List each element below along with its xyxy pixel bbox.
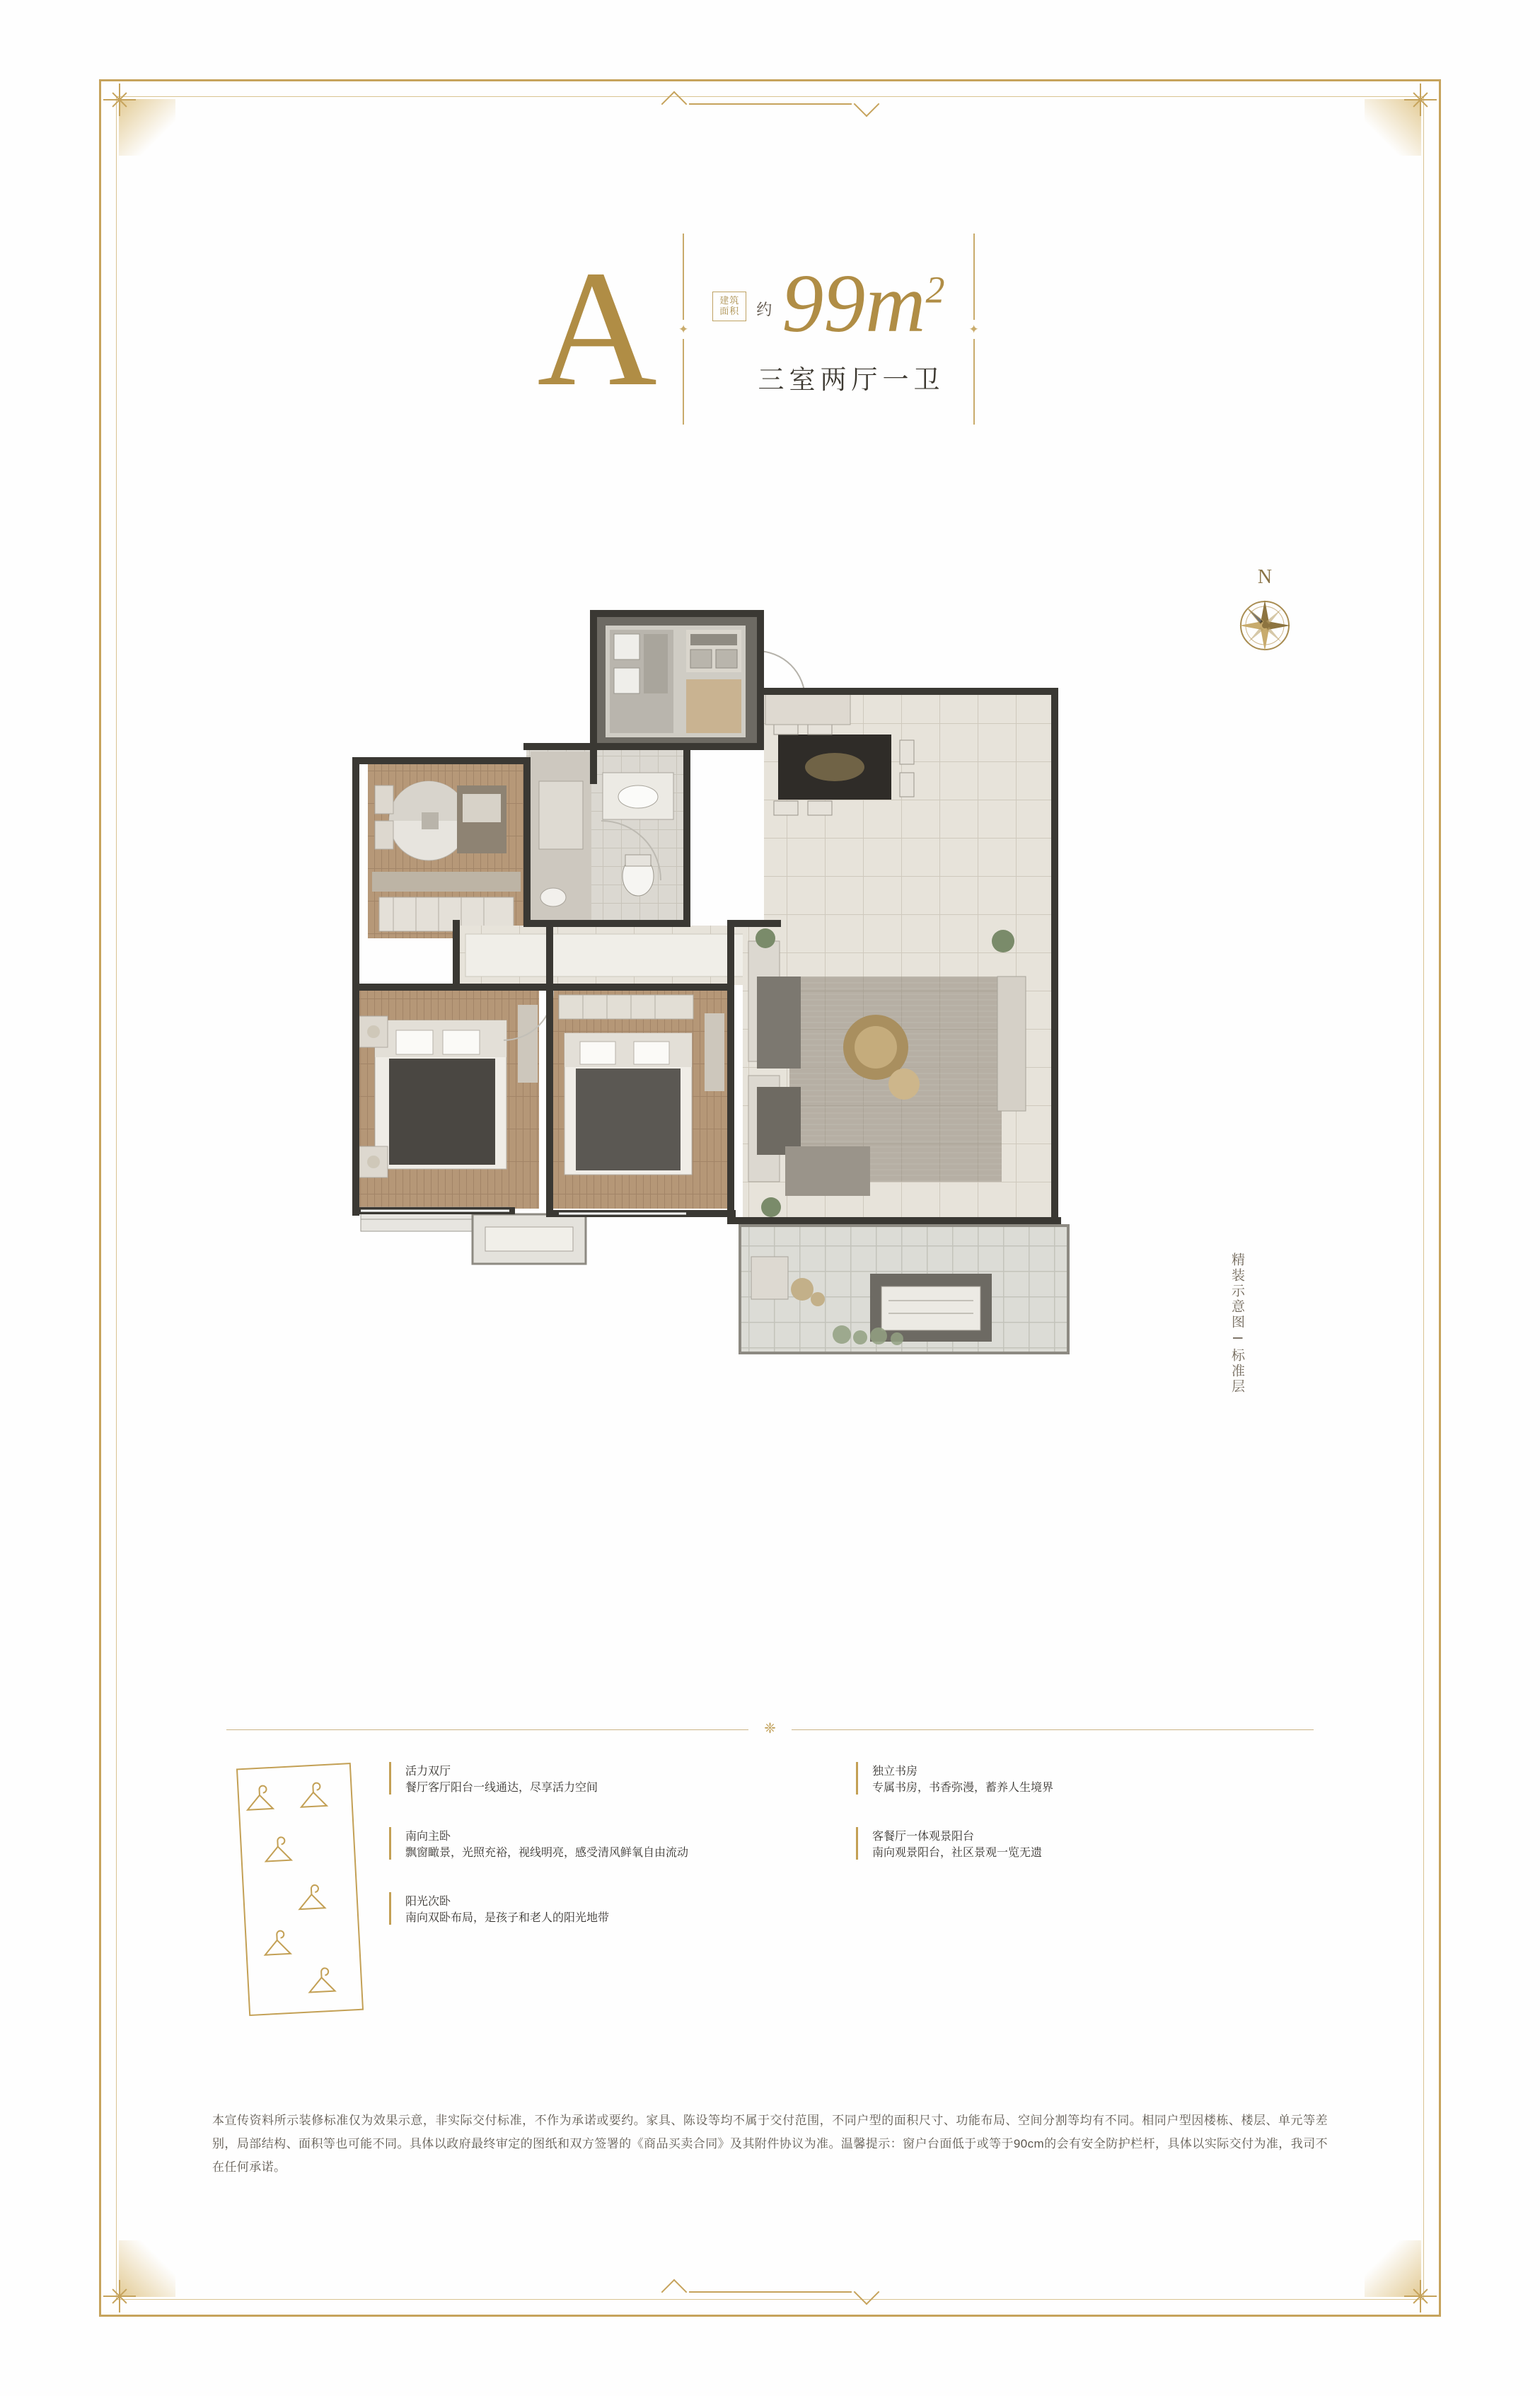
feature-desc: 南向双卧布局，是孩子和老人的阳光地带	[405, 1912, 610, 1924]
feature-item	[856, 1827, 1323, 1860]
feature-desc: 餐厅客厅阳台一线通达，尽享活力空间	[405, 1782, 598, 1794]
layout-description: 三室两厅一卫	[758, 365, 945, 394]
area-badge-line1: 建筑	[719, 295, 740, 306]
header-divider-left: ✦	[678, 234, 688, 425]
section-divider	[226, 1720, 1314, 1741]
floorplan-svg	[290, 609, 1252, 1571]
feature-item	[389, 1827, 856, 1860]
bottom-edge-ornament-icon	[689, 2291, 852, 2293]
corner-ornament-icon	[1404, 2280, 1437, 2313]
top-edge-ornament-icon	[689, 103, 852, 105]
header-info	[712, 234, 944, 425]
feature-item	[389, 1892, 856, 1925]
approx-label: 约	[756, 301, 772, 318]
feature-title: 客餐厅一体观景阳台	[872, 1831, 975, 1843]
floorplan-drawing	[290, 609, 1252, 1571]
corner-ornament-icon	[1404, 83, 1437, 116]
master-bedroom-area	[357, 988, 539, 1231]
living-dining-area	[743, 692, 1054, 1223]
study-area	[368, 761, 528, 938]
kitchen-area	[594, 614, 757, 749]
bathroom-area	[526, 747, 689, 924]
feature-title: 阳光次卧	[405, 1896, 451, 1908]
feature-item	[856, 1762, 1323, 1795]
corner-ornament-icon	[103, 2280, 136, 2313]
hallway-area	[457, 926, 761, 985]
feature-title: 独立书房	[872, 1766, 918, 1778]
features-section	[233, 1762, 1323, 2017]
area-unit-exponent: 2	[925, 268, 945, 311]
corner-ornament-icon	[103, 83, 136, 116]
feature-list	[389, 1762, 1323, 2017]
divider-ornament-icon: ❈	[764, 1721, 776, 1736]
feature-desc: 飘窗瞰景，光照充裕，视线明亮，感受清风鲜氧自由流动	[405, 1847, 689, 1859]
area-badge-line2: 面积	[719, 306, 740, 316]
legal-disclaimer: 本宣传资料所示装修标准仅为效果示意，非实际交付标准，不作为承诺或要约。家具、陈设等均不属于交付范围，不同户型的面积尺寸、功能布局、空间分割等均有不同。相同户型因楼栋、楼层、单元等差别，局部结构、面积等也可能不同。具体以政府最终审定的图纸和双方签署的《商品买卖合同》及其附件协议为准。温馨提示：窗户台面低于或等于90cm的会有安全防护栏杆，具体以实际交付为准，我司不在任何承诺。	[212, 2114, 1328, 2175]
feature-desc: 南向观景阳台，社区景观一览无遗	[872, 1847, 1043, 1859]
feature-item	[389, 1762, 856, 1795]
poster-header	[0, 234, 1540, 425]
south-balcony-area	[740, 1226, 1068, 1353]
feature-item-empty	[856, 1892, 1323, 1925]
feature-title: 活力双厅	[405, 1766, 451, 1778]
wardrobe-hangers-icon	[233, 1762, 368, 2017]
compass-north-label: N	[1257, 566, 1273, 588]
plan-side-note: 精装示意图 I 标准层	[1229, 1252, 1244, 1395]
feature-title: 南向主卧	[405, 1831, 451, 1843]
feature-desc: 专属书房，书香弥漫，蓄养人生境界	[872, 1782, 1054, 1794]
area-value: $99m^2$	[782, 257, 945, 350]
area-badge	[712, 292, 746, 321]
hanger-illustration	[233, 1762, 368, 2017]
unit-type-letter: A	[537, 236, 654, 421]
header-divider-right: ✦	[968, 234, 978, 425]
